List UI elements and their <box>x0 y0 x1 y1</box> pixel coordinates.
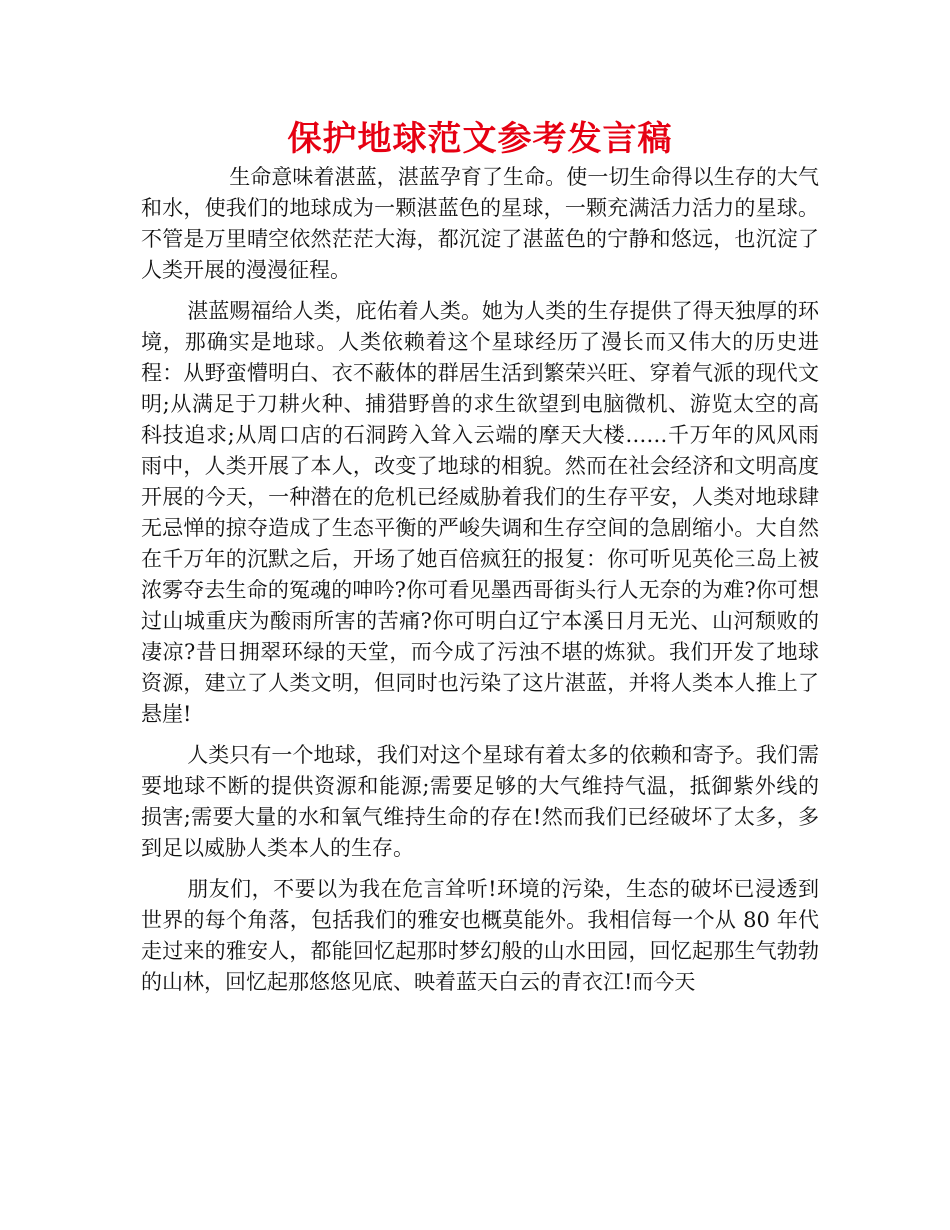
paragraph-3: 人类只有一个地球，我们对这个星球有着太多的依赖和寄予。我们需要地球不断的提供资源和能源;需要足够的大气维持气温，抵御紫外线的损害;需要大量的水和氧气维持生命的存在!然而我们已经破坏了太多，多到足以威胁人类本人的生存。 <box>141 743 819 860</box>
document-title: 保护地球范文参考发言稿 <box>287 119 673 159</box>
paragraph-2: 湛蓝赐福给人类，庇佑着人类。她为人类的生存提供了得天独厚的环境，那确实是地球。人类依赖着这个星球经历了漫长而又伟大的历史进程：从野蛮懵明白、衣不蔽体的群居生活到繁荣兴旺、穿着气派的现代文明;从满足于刀耕火种、捕猎野兽的求生欲望到电脑微机、游览太空的高科技追求;从周口店的石洞跨入耸入云端的摩天大楼……千万年的风风雨雨中，人类开展了本人，改变了地球的相貌。然而在社会经济和文明高度开展的今天，一种潜在的危机已经威胁着我们的生存平安，人类对地球肆无忌惮的掠夺造成了生态平衡的严峻失调和生存空间的急剧缩小。大自然在千万年的沉默之后，开场了她百倍疯狂的报复：你可听见英伦三岛上被浓雾夺去生命的冤魂的呻吟?你可看见墨西哥街头行人无奈的为难?你可想过山城重庆为酸雨所害的苦痛?你可明白辽宁本溪日月无光、山河颓败的凄凉?昔日拥翠环绿的天堂，而今成了污浊不堪的炼狱。我们开发了地球资源，建立了人类文明，但同时也污染了这片湛蓝，并将人类本人推上了悬崖! <box>141 299 819 726</box>
paragraph-1: 生命意味着湛蓝，湛蓝孕育了生命。使一切生命得以生存的大气和水，使我们的地球成为一颗湛蓝色的星球，一颗充满活力活力的星球。不管是万里晴空依然茫茫大海，都沉淀了湛蓝色的宁静和悠远，也沉淀了人类开展的漫漫征程。 <box>141 165 819 282</box>
document-body <box>141 162 819 998</box>
paragraph-4: 朋友们，不要以为我在危言耸听!环境的污染，生态的破坏已浸透到世界的每个角落，包括我们的雅安也概莫能外。我相信每一个从 80 年代走过来的雅安人，都能回忆起那时梦幻般的山水田园，回忆起那生气勃勃的山林，回忆起那悠悠见底、映着蓝天白云的青衣江!而今天 <box>141 877 819 994</box>
